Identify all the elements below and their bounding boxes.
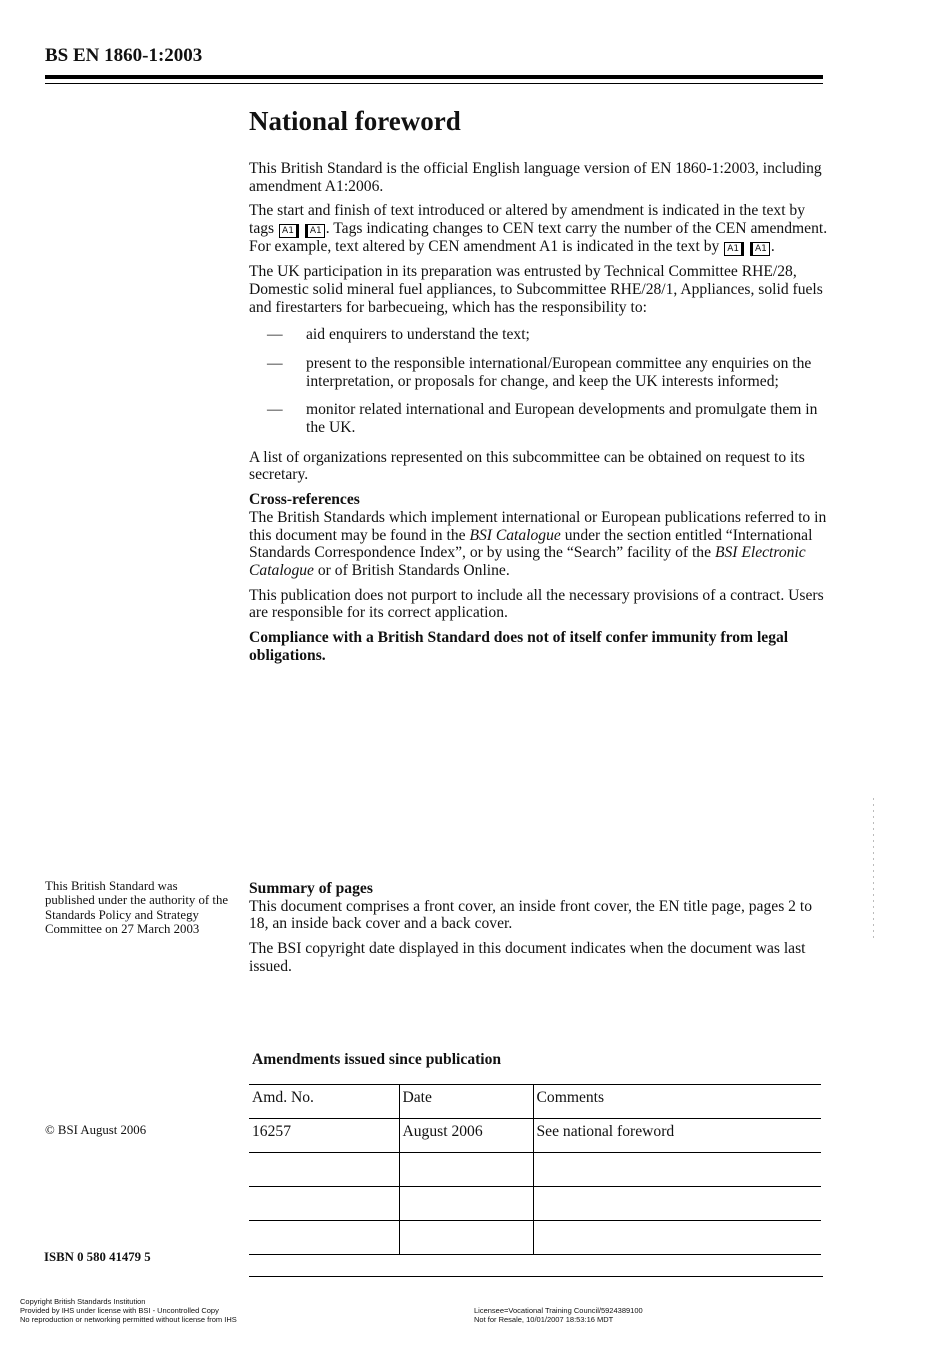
- cross-references-paragraph-1: [249, 509, 829, 580]
- summary-paragraph-2: The BSI copyright date displayed in this document indicates when the document was last issued.: [249, 940, 806, 975]
- xref-text-a: The British Standards which implement international or European publications referred to in this document may be found in the: [249, 508, 827, 544]
- header-rule-thick: [45, 75, 823, 79]
- table-row: [249, 1153, 821, 1187]
- table-cell: [533, 1153, 821, 1187]
- document-code: BS EN 1860-1:2003: [45, 45, 203, 66]
- summary-heading: Summary of pages: [249, 880, 373, 897]
- list-item-text: present to the responsible international/European committee any enquiries on the interpretation, or proposals for change, and keep the UK interests informed;: [306, 354, 812, 390]
- compliance-statement: Compliance with a British Standard does not of itself confer immunity from legal obligations.: [249, 629, 789, 664]
- responsibility-list: [249, 326, 829, 437]
- table-cell: [399, 1153, 533, 1187]
- table-cell: [249, 1153, 399, 1187]
- dash-bullet: —: [267, 326, 283, 344]
- summary-paragraph-1: This document comprises a front cover, an inside front cover, the EN title page, pages 2 to 18, an inside back cover and a back cover.: [249, 897, 812, 933]
- cross-references-paragraph-2: This publication does not purport to include all the necessary provisions of a contract. Users are responsible for its correct application.: [249, 586, 824, 622]
- publication-authority-note: This British Standard was published under the authority of the Standards Policy and Strategy Committee on 27 March 2003: [45, 879, 229, 937]
- table-row: [249, 1119, 821, 1153]
- table-cell: [533, 1221, 821, 1255]
- intro-paragraph-1: This British Standard is the official English language version of EN 1860-1:2003, including amendment A1:2006.: [249, 160, 822, 195]
- bsi-catalogue-title: BSI Catalogue: [469, 526, 561, 544]
- amendment-tag-open-icon: A1: [279, 224, 299, 238]
- footer-line: Not for Resale, 10/01/2007 18:53:16 MDT: [474, 1315, 614, 1324]
- xref-text-c: or of British Standards Online.: [313, 561, 510, 579]
- footer-line: No reproduction or networking permitted without license from IHS: [20, 1315, 237, 1324]
- table-cell: [249, 1187, 399, 1221]
- footer-line: Licensee=Vocational Training Council/5924389100: [474, 1306, 643, 1315]
- list-item-text: aid enquirers to understand the text;: [306, 326, 530, 344]
- table-row: [249, 1221, 821, 1255]
- table-header-row: [249, 1085, 821, 1119]
- foreword-body: [249, 160, 829, 671]
- intro-paragraph-3: The UK participation in its preparation was entrusted by Technical Committee RHE/28, Domestic solid mineral fuel appliances, to Subcommittee RHE/28/1, Appliances, solid fuels and firestarters for barbecueing, which has the responsibility to:: [249, 263, 823, 316]
- intro-p2-part-b: . Tags indicating changes to CEN text carry the number of the CEN amendment. For example, text altered by CEN amendment A1 is indicated in the text by: [249, 220, 828, 256]
- amendment-tag-close-icon: A1: [750, 242, 770, 256]
- table-cell: [249, 1221, 399, 1255]
- footer-line: Copyright British Standards Institution: [20, 1297, 146, 1306]
- header-rule-thin: [45, 83, 823, 84]
- table-cell: See national foreword: [533, 1119, 821, 1153]
- intro-paragraph-2: [249, 202, 829, 256]
- table-cell: August 2006: [399, 1119, 533, 1153]
- xref-text-b: under the section entitled “International Standards Correspondence Index”, or by using the “Search” facility of the: [249, 526, 813, 562]
- dash-bullet: —: [267, 401, 283, 419]
- amendments-table: [249, 1084, 821, 1255]
- intro-p2-part-c: .: [770, 238, 775, 256]
- column-header-date: Date: [399, 1085, 533, 1119]
- footer-license-left: [20, 1297, 237, 1324]
- table-cell: [533, 1187, 821, 1221]
- copyright-notice: © BSI August 2006: [45, 1123, 147, 1137]
- bottom-rule: [249, 1276, 823, 1277]
- amendment-tag-close-icon: A1: [305, 224, 325, 238]
- cross-references-heading: Cross-references: [249, 491, 360, 509]
- page-title: National foreword: [249, 106, 461, 136]
- amendment-tag-open-icon: A1: [724, 242, 744, 256]
- amendments-heading: Amendments issued since publication: [252, 1051, 502, 1068]
- isbn: ISBN 0 580 41479 5: [44, 1250, 151, 1264]
- list-item: [249, 355, 829, 390]
- column-header-amd-no: Amd. No.: [249, 1085, 399, 1119]
- table-cell: [399, 1187, 533, 1221]
- table-cell: 16257: [249, 1119, 399, 1153]
- footer-line: Provided by IHS under license with BSI - Uncontrolled Copy: [20, 1306, 219, 1315]
- bsi-electronic-catalogue-title: BSI Electronic Catalogue: [249, 544, 806, 579]
- footer-license-right: [474, 1306, 643, 1324]
- summary-of-pages: [249, 880, 829, 983]
- list-item: [249, 401, 829, 436]
- column-header-comments: Comments: [533, 1085, 821, 1119]
- organizations-note: A list of organizations represented on this subcommittee can be obtained on request to its secretary.: [249, 448, 805, 484]
- list-item-text: monitor related international and European developments and promulgate them in the UK.: [306, 401, 818, 437]
- margin-watermark: [873, 798, 874, 938]
- intro-p2-part-a: The start and finish of text introduced or altered by amendment is indicated in the text by tags: [249, 202, 806, 238]
- dash-bullet: —: [267, 354, 283, 372]
- table-row: [249, 1187, 821, 1221]
- list-item: [249, 326, 829, 344]
- table-cell: [399, 1221, 533, 1255]
